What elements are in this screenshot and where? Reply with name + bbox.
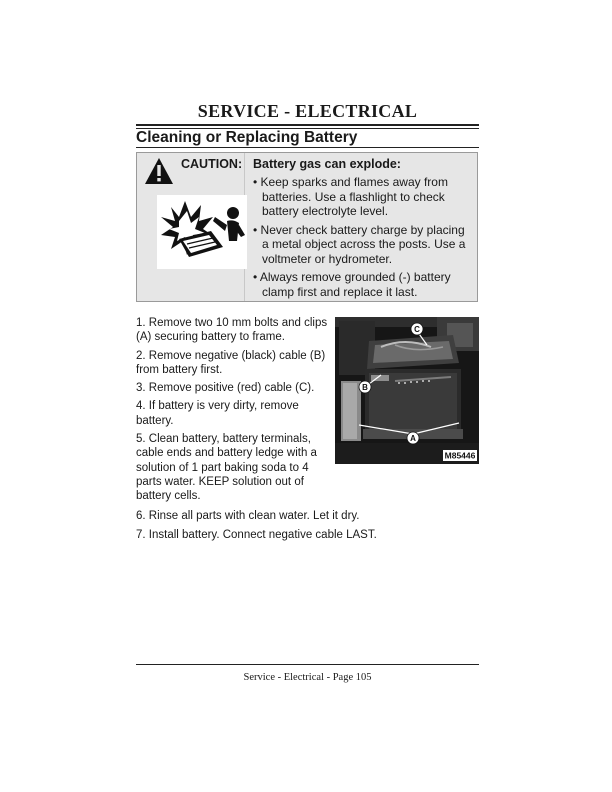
step-6: 6. Rinse all parts with clean water. Let it dry. <box>136 510 360 522</box>
callout-a: A <box>410 434 416 443</box>
caution-bullet: • Never check battery charge by placing a metal object across the posts. Use a voltmeter or hydrometer. <box>253 222 466 266</box>
header-rule-thick <box>136 124 479 126</box>
caution-box <box>136 152 478 302</box>
procedure-steps-continued <box>136 509 479 548</box>
step-7: 7. Install battery. Connect negative cable LAST. <box>136 529 377 542</box>
battery-photo <box>335 317 479 464</box>
step-4: 4. If battery is very dirty, remove battery. <box>136 400 299 427</box>
footer-rule <box>136 664 479 665</box>
caution-bullet: • Keep sparks and flames away from batteries. Use a flashlight to check battery electrolyte level. <box>253 175 448 218</box>
page-footer: Service - Electrical - Page 105 <box>243 672 372 683</box>
warning-triangle-icon <box>144 157 174 185</box>
caution-bullet: • Always remove grounded (-) battery clamp first and replace it last. <box>253 270 451 299</box>
page-header-title: SERVICE - ELECTRICAL <box>197 101 418 121</box>
caution-heading: Battery gas can explode: <box>253 157 401 171</box>
section-title: Cleaning or Replacing Battery <box>136 129 358 146</box>
step-1: 1. Remove two 10 mm bolts and clips (A) securing battery to frame. <box>136 317 328 344</box>
section-rule <box>136 147 479 148</box>
procedure-steps <box>136 316 332 508</box>
battery-explosion-icon <box>157 195 247 269</box>
caution-bullet-list <box>253 175 471 303</box>
callout-b: B <box>362 383 368 392</box>
callout-c: C <box>414 325 420 334</box>
caution-label: CAUTION: <box>181 157 243 171</box>
step-5: 5. Clean battery, battery terminals, cable ends and battery ledge with a solution of 1 part baking soda to 4 parts water. KEEP solution out of battery cells. <box>136 433 317 503</box>
step-3: 3. Remove positive (red) cable (C). <box>136 382 315 395</box>
step-2: 2. Remove negative (black) cable (B) from battery first. <box>136 349 326 376</box>
figure-id-label: M85446 <box>444 450 476 461</box>
